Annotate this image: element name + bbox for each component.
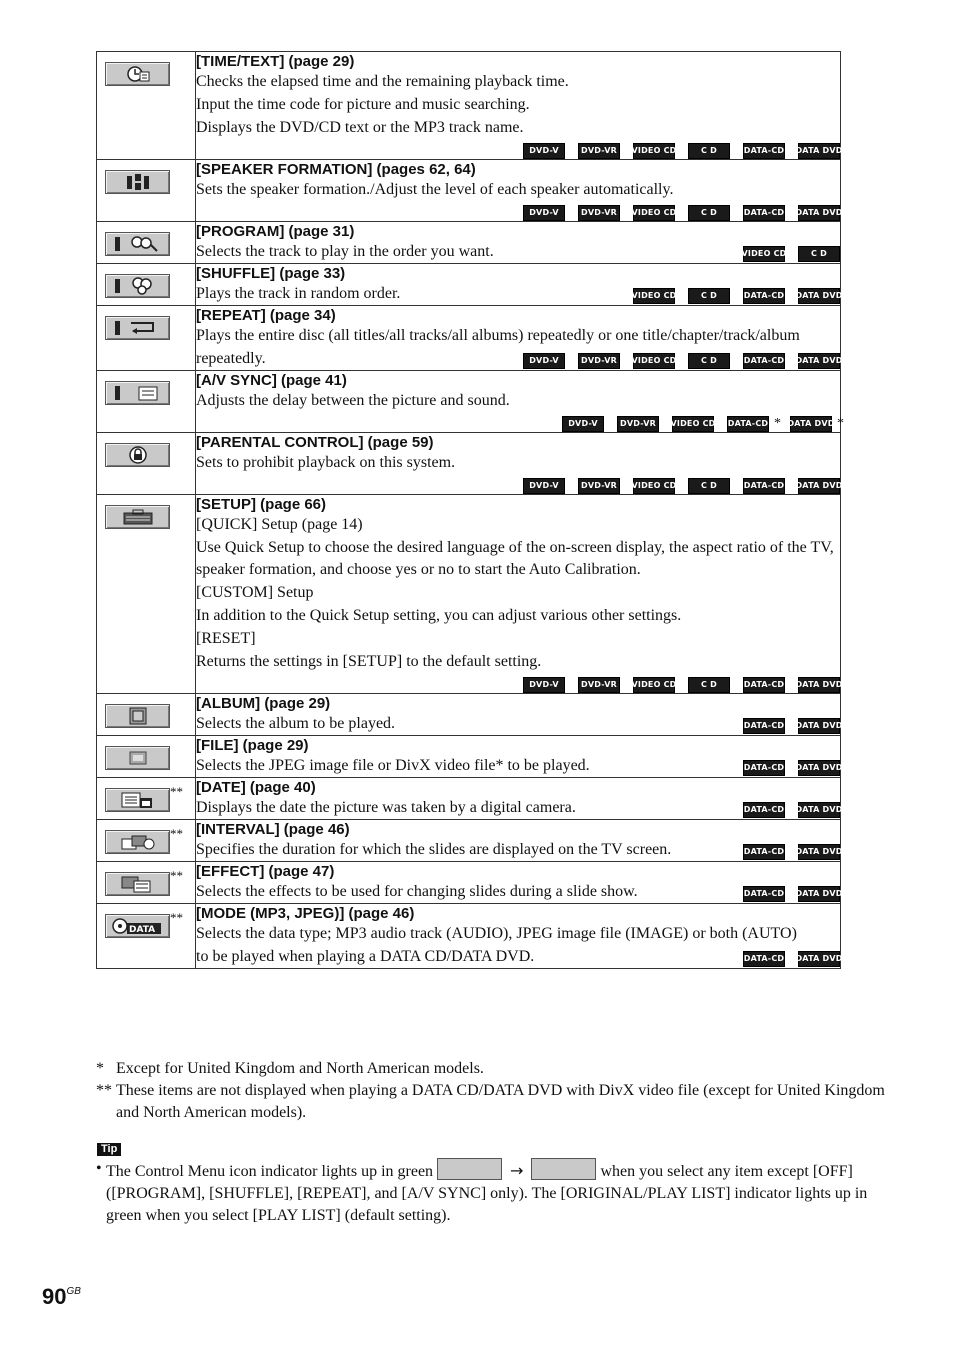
asterisk-mark: * [774,415,781,431]
footnote-text: These items are not displayed when playing a DATA CD/DATA DVD with DivX video file (except for United Kingdom and North American models). [116,1082,885,1121]
badge-data-dvd: DATA DVD [798,886,840,902]
program-icon [105,232,170,256]
date-icon [105,788,170,812]
badge-data-dvd: DATA DVD [790,416,832,432]
item-title: [INTERVAL] (page 46) [196,821,350,838]
description-cell [196,306,841,371]
badge-dvd-vr: DVD-VR [578,478,620,494]
menu-item-row [97,433,841,495]
badge-data-cd: DATA-CD [743,844,785,860]
badge-video-cd: VIDEO CD [672,416,714,432]
badge-video-cd: VIDEO CD [633,677,675,693]
icon-cell [97,433,196,495]
repeat-icon [105,316,170,340]
description-text: Input the time code for picture and music searching. [196,96,530,113]
item-description [196,325,840,347]
menu-item-row [97,306,841,371]
badge-dvd-vr: DVD-VR [578,677,620,693]
badge-video-cd: VIDEO CD [633,288,675,304]
menu-item-row [97,862,841,904]
badge-data-dvd: DATA DVD [798,951,840,967]
description-text: Plays the track in random order. [196,285,401,302]
badge-video-cd: VIDEO CD [633,205,675,221]
icon-cell [97,862,196,904]
svg-text:DATA: DATA [128,925,155,935]
item-title: [PARENTAL CONTROL] (page 59) [196,434,434,451]
badge-data-cd: DATA-CD [743,886,785,902]
badge-dvd-vr: DVD-VR [617,416,659,432]
badge-dvd-v: DVD-V [523,353,565,369]
disc-type-badges [196,204,843,221]
tip-text-before: The Control Menu icon indicator lights up in green [106,1163,434,1180]
icon-cell [97,222,196,264]
item-title: [FILE] (page 29) [196,737,309,754]
badge-c-d: C D [688,353,730,369]
badge-c-d: C D [688,288,730,304]
icon-cell [97,736,196,778]
description-text: to be played when playing a DATA CD/DATA DVD. [196,948,535,965]
footnote-mark: * [96,1060,104,1077]
page-number-suffix: GB [66,1286,81,1297]
description-text: Use Quick Setup to choose the desired language of the on-screen display, the aspect ratio of the TV, speaker formation, and choose yes or no to start the Auto Calibration. [196,539,834,578]
badge-dvd-v: DVD-V [523,143,565,159]
badge-data-cd: DATA-CD [743,951,785,967]
badge-data-cd: DATA-CD [743,288,785,304]
control-menu-icon-green [531,1158,596,1180]
badge-data-dvd: DATA DVD [798,677,840,693]
toolbox-icon [105,505,170,529]
item-title: [TIME/TEXT] (page 29) [196,53,355,70]
badge-data-dvd: DATA DVD [798,205,840,221]
badge-data-dvd: DATA DVD [798,844,840,860]
description-text: [CUSTOM] Setup [196,584,314,601]
lock-icon [105,443,170,467]
description-text: Specifies the duration for which the slides are displayed on the TV screen. [196,841,672,858]
disc-type-badges [743,843,843,860]
badge-data-dvd: DATA DVD [798,353,840,369]
clock-text-icon [105,62,170,86]
badge-c-d: C D [688,677,730,693]
item-description [196,582,840,604]
badge-data-cd: DATA-CD [743,802,785,818]
item-description [196,283,843,305]
menu-item-row [97,52,841,160]
description-text: Selects the data type; MP3 audio track (AUDIO), JPEG image file (IMAGE) or both (AUTO) [196,925,797,942]
footnote-single [96,1058,896,1080]
footnotes [96,1058,896,1124]
badge-video-cd: VIDEO CD [633,478,675,494]
item-description [196,179,840,201]
icon-cell [97,904,196,969]
item-description [196,452,840,474]
badge-data-dvd: DATA DVD [798,718,840,734]
item-description [196,537,840,581]
item-description [196,628,840,650]
item-description [196,923,840,945]
menu-item-row [97,778,841,820]
description-cell [196,694,841,736]
disc-type-badges [743,801,843,818]
description-cell [196,862,841,904]
badge-dvd-v: DVD-V [523,677,565,693]
description-text: Checks the elapsed time and the remaining playback time. [196,73,569,90]
album-icon [105,704,170,728]
badge-dvd-vr: DVD-VR [578,353,620,369]
disc-type-badges [523,352,843,369]
menu-item-row [97,904,841,969]
description-text: Selects the effects to be used for changing slides during a slide show. [196,883,638,900]
badge-video-cd: VIDEO CD [743,246,785,262]
badge-data-dvd: DATA DVD [798,760,840,776]
page-number [42,1284,81,1310]
icon-cell [97,495,196,694]
badge-c-d: C D [688,478,730,494]
badge-data-cd: DATA-CD [743,205,785,221]
tip-text [96,1158,896,1227]
interval-icon [105,830,170,854]
item-title: [PROGRAM] (page 31) [196,223,355,240]
control-menu-table [96,51,844,969]
file-icon [105,746,170,770]
item-description [196,605,840,627]
shuffle-icon [105,274,170,298]
menu-item-row [97,820,841,862]
double-asterisk-mark: ** [170,868,183,883]
description-text: Sets the speaker formation./Adjust the level of each speaker automatically. [196,181,674,198]
double-asterisk-mark: ** [170,784,183,799]
item-description [196,713,843,735]
description-cell [196,264,841,306]
description-text: Sets to prohibit playback on this system. [196,454,456,471]
item-description [196,241,840,263]
description-cell [196,433,841,495]
item-description [196,881,843,903]
icon-cell [97,778,196,820]
item-description [196,390,840,412]
description-cell [196,736,841,778]
description-text: Plays the entire disc (all titles/all tracks/all albums) repeatedly or one title/chapter/track/album [196,327,800,344]
disc-type-badges [196,142,843,159]
disc-type-badges [196,676,843,693]
description-text: Adjusts the delay between the picture and sound. [196,392,510,409]
badge-dvd-v: DVD-V [523,478,565,494]
badge-video-cd: VIDEO CD [633,353,675,369]
badge-data-cd: DATA-CD [743,353,785,369]
item-description [196,94,840,116]
disc-type-badges [631,287,843,304]
control-menu-icon-off [437,1158,502,1180]
badge-data-dvd: DATA DVD [798,143,840,159]
item-title: [ALBUM] (page 29) [196,695,331,712]
item-title: [MODE (MP3, JPEG)] (page 46) [196,905,415,922]
badge-c-d: C D [688,205,730,221]
double-asterisk-mark: ** [170,826,183,841]
description-text: Selects the album to be played. [196,715,396,732]
description-cell [196,495,841,694]
item-description [196,71,840,93]
disc-type-badges [743,759,843,776]
description-text: Returns the settings in [SETUP] to the default setting. [196,653,542,670]
description-text: Displays the date the picture was taken by a digital camera. [196,799,576,816]
item-title: [DATE] (page 40) [196,779,316,796]
item-description [196,514,840,536]
icon-cell [97,694,196,736]
menu-item-row [97,222,841,264]
footnote-text: Except for United Kingdom and North American models. [116,1060,484,1077]
asterisk-mark: * [837,415,844,431]
item-description [196,946,843,968]
disc-type-badges [743,245,840,262]
tip-bullet: • [96,1160,102,1177]
item-title: [SETUP] (page 66) [196,496,327,513]
badge-dvd-vr: DVD-VR [578,205,620,221]
item-description [196,117,840,139]
icon-cell [97,820,196,862]
badge-data-cd: DATA-CD [743,760,785,776]
disc-type-badges [743,950,843,967]
badge-dvd-vr: DVD-VR [578,143,620,159]
menu-item-row [97,264,841,306]
disc-type-badges [196,477,843,494]
tip-label: Tip [97,1143,121,1156]
item-title: [REPEAT] (page 34) [196,307,336,324]
badge-dvd-v: DVD-V [523,205,565,221]
icon-cell [97,306,196,371]
double-asterisk-mark: ** [170,910,183,925]
badge-data-cd: DATA-CD [743,143,785,159]
description-text: Selects the track to play in the order you want. [196,243,494,260]
item-title: [SPEAKER FORMATION] (pages 62, 64) [196,161,476,178]
item-description [196,797,843,819]
item-title: [EFFECT] (page 47) [196,863,335,880]
disc-type-badges [743,717,843,734]
tip-text-after: when you select any item except [OFF] ([PROGRAM], [SHUFFLE], [REPEAT], and [A/V SYNC] only). The [ORIGINAL/PLAY LIST] indicator lights up in green when you select [PLAY LIST] (default setting). [106,1163,868,1224]
description-text: Selects the JPEG image file or DivX video file* to be played. [196,757,590,774]
badge-video-cd: VIDEO CD [633,143,675,159]
badge-data-dvd: DATA DVD [798,288,840,304]
description-cell [196,904,841,969]
item-title: [A/V SYNC] (page 41) [196,372,347,389]
description-text: [RESET] [196,630,256,647]
footnote-double [96,1080,896,1124]
description-text: In addition to the Quick Setup setting, you can adjust various other settings. [196,607,682,624]
av-sync-icon [105,381,170,405]
description-text: repeatedly. [196,350,266,367]
menu-item-row [97,736,841,778]
item-description [196,651,840,673]
description-cell [196,222,841,264]
data-mode-icon [105,914,170,938]
speaker-icon [105,170,170,194]
icon-cell [97,52,196,160]
description-cell [196,160,841,222]
badge-data-dvd: DATA DVD [798,802,840,818]
badge-c-d: C D [798,246,840,262]
effect-icon [105,872,170,896]
footnote-mark: ** [96,1082,112,1099]
description-cell [196,778,841,820]
arrow-icon: → [510,1161,524,1180]
badge-data-cd: DATA-CD [743,677,785,693]
description-cell [196,820,841,862]
menu-item-row [97,371,841,433]
badge-data-dvd: DATA DVD [798,478,840,494]
description-cell [196,52,841,160]
badge-c-d: C D [688,143,730,159]
disc-type-badges [743,885,843,902]
page-number-value: 90 [42,1284,67,1309]
menu-item-row [97,694,841,736]
icon-cell [97,160,196,222]
item-description [196,348,843,370]
menu-item-row [97,160,841,222]
badge-data-cd: DATA-CD [743,718,785,734]
description-cell [196,371,844,433]
description-text: Displays the DVD/CD text or the MP3 track name. [196,119,524,136]
item-description [196,755,843,777]
icon-cell [97,371,196,433]
badge-dvd-v: DVD-V [562,416,604,432]
badge-data-cd: DATA-CD [727,416,769,432]
disc-type-badges [196,415,844,432]
item-title: [SHUFFLE] (page 33) [196,265,346,282]
description-text: [QUICK] Setup (page 14) [196,516,363,533]
item-description [196,839,843,861]
menu-item-row [97,495,841,694]
badge-data-cd: DATA-CD [743,478,785,494]
icon-cell [97,264,196,306]
